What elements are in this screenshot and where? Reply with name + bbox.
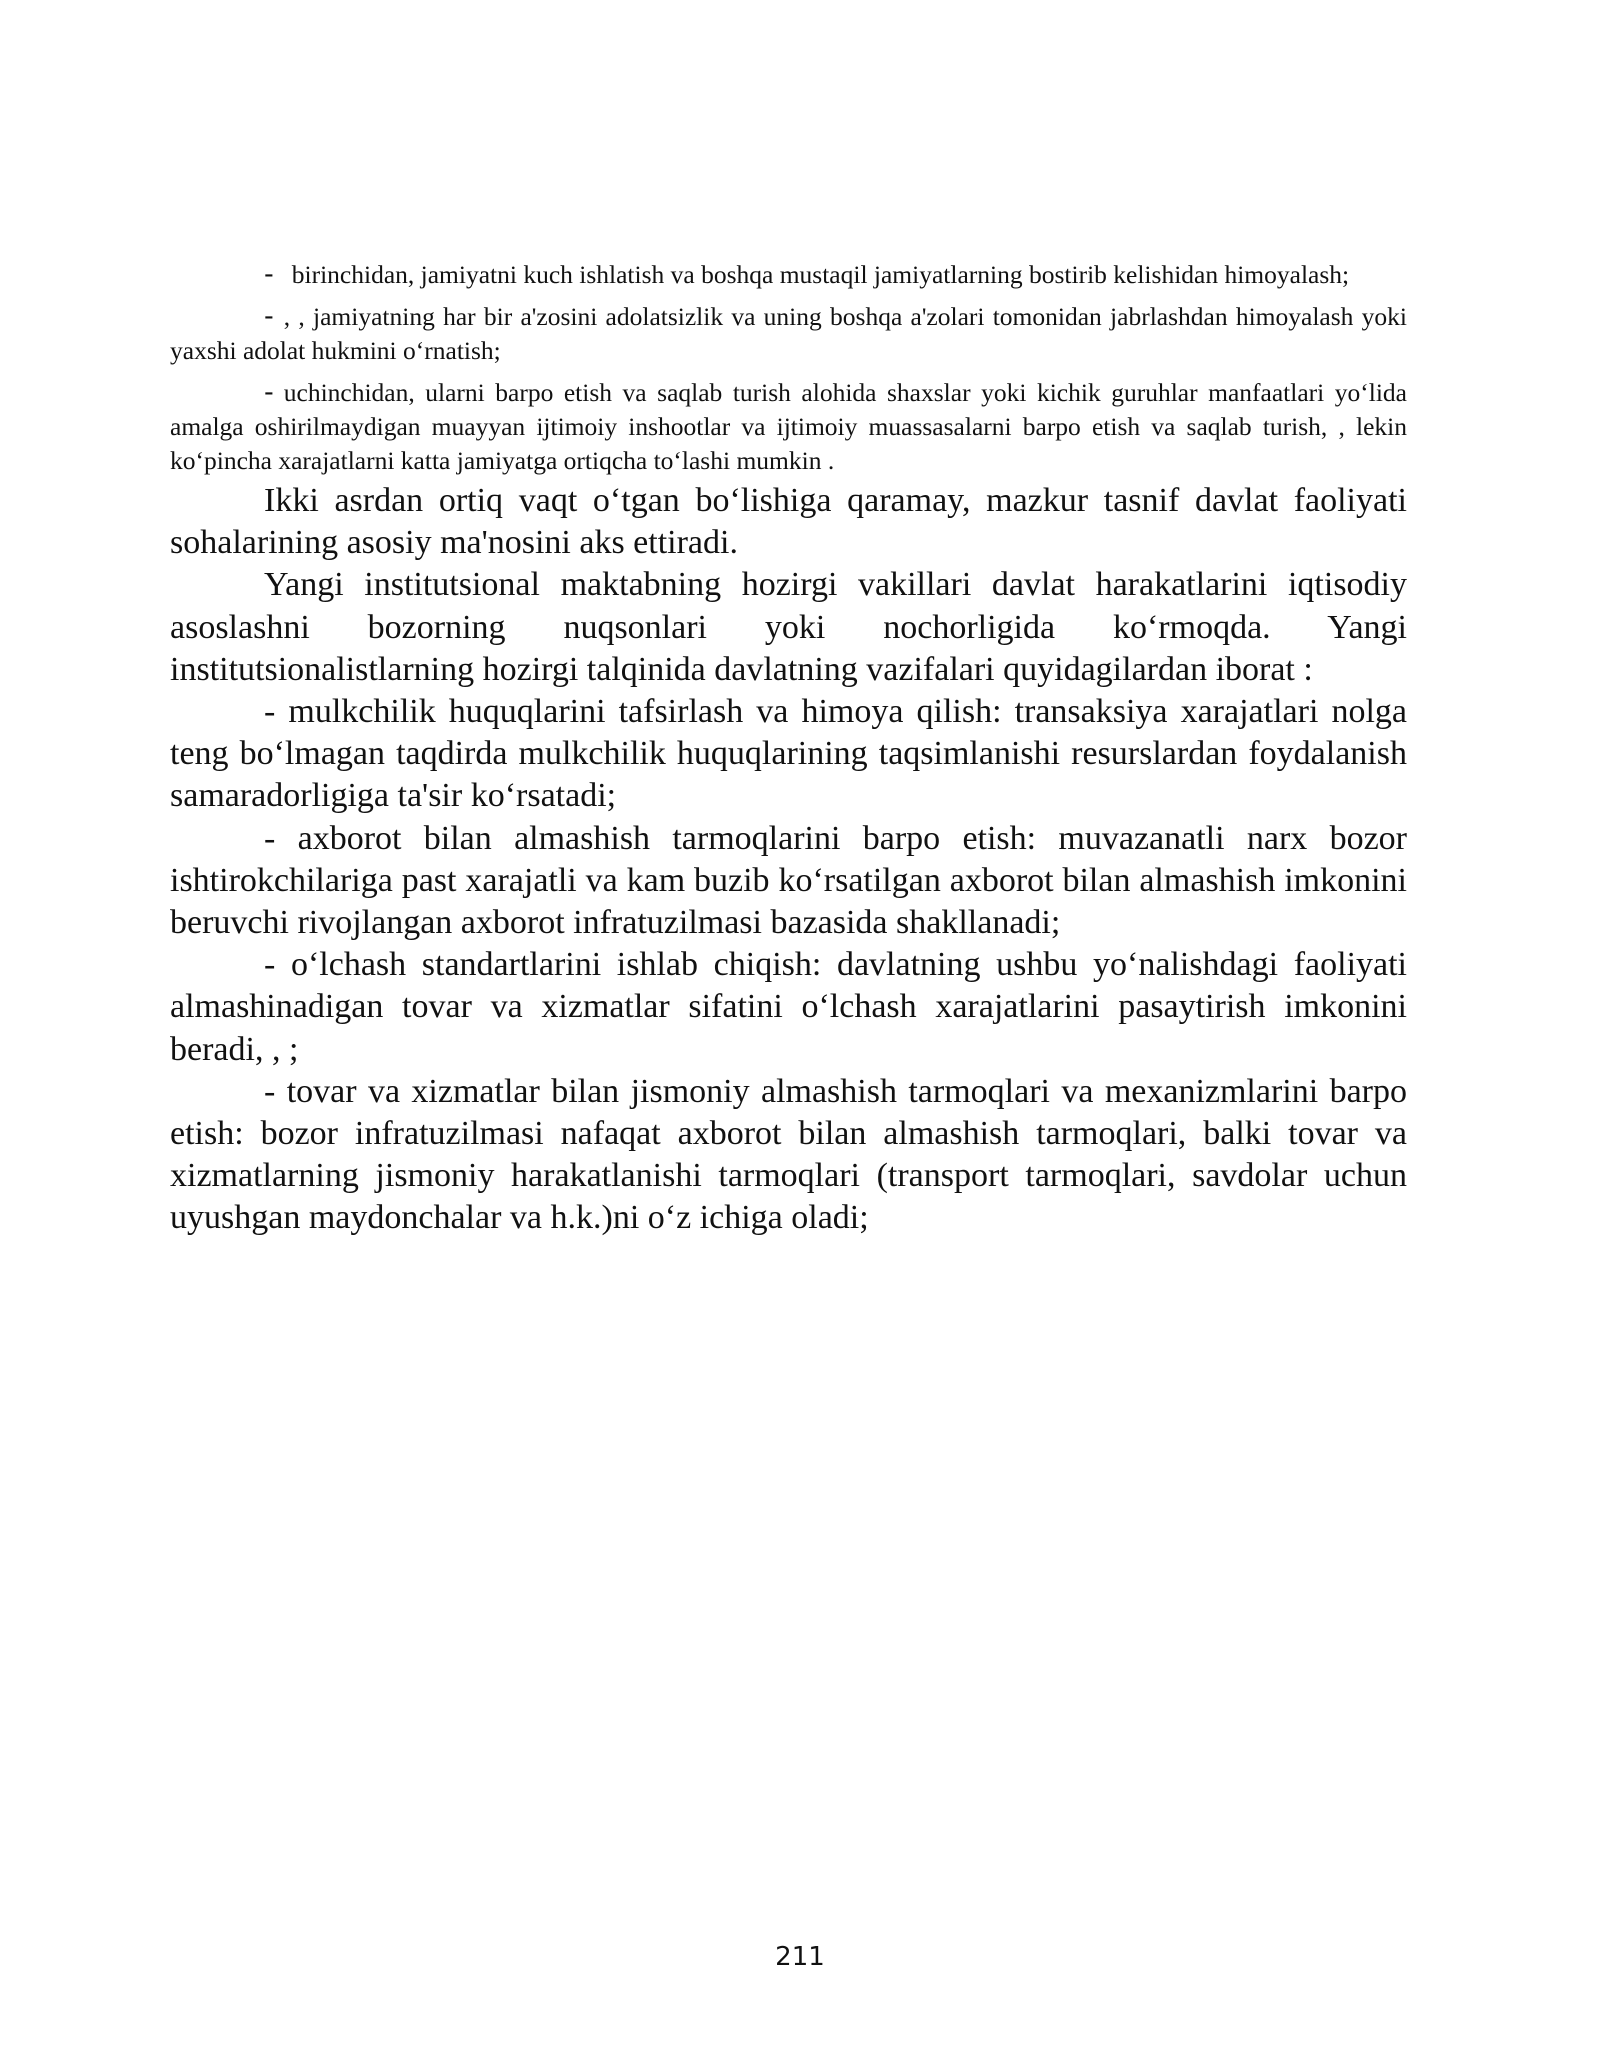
list-item-text: birinchidan, jamiyatni kuch ishlatish va boshqa mustaqil jamiyatlarning bostirib kelishidan himoyalash; bbox=[291, 260, 1350, 289]
list-item-second bbox=[170, 300, 1407, 368]
page-number: 211 bbox=[775, 1942, 825, 1972]
paragraph-physical-exchange-networks: - tovar va xizmatlar bilan jismoniy almashish tarmoqlari va mexanizmlarini barpo etish: bozor infratuzilmasi nafaqat axborot bilan almashish tarmoqlari, balki tovar va xizmatlarning jismoniy harakatlanishi tarmoqlari (transport tarmoqlari, savdolar uchun uyushgan maydonchalar va h.k.)ni o‘z ichiga oladi; bbox=[170, 1072, 1407, 1237]
list-marker: - bbox=[264, 301, 274, 332]
paragraph-property-rights: - mulkchilik huquqlarini tafsirlash va himoya qilish: transaksiya xarajatlari nolga teng bo‘lmagan taqdirda mulkchilik huquqlarining taqsimlanishi resurslardan foydalanish samaradorligiga ta'sir ko‘rsatadi; bbox=[170, 693, 1407, 815]
paragraph-classification-summary: Ikki asrdan ortiq vaqt o‘tgan bo‘lishiga qaramay, mazkur tasnif davlat faoliyati sohalarining asosiy ma'nosini aks ettiradi. bbox=[170, 482, 1407, 562]
list-marker: - bbox=[264, 377, 274, 408]
list-item-text: uchinchidan, ularni barpo etish va saqlab turish alohida shaxslar yoki kichik guruhlar manfaatlari yo‘lida amalga oshirilmaydigan muayyan ijtimoiy inshootlar va ijtimoiy muassasalarni barpo etish va saqlab turish, , lekin ko‘pincha xarajatlarni katta jamiyatga ortiqcha to‘lashi mumkin . bbox=[170, 378, 1407, 475]
list-item-first bbox=[170, 258, 1407, 292]
list-item-third bbox=[170, 376, 1407, 478]
paragraph-new-institutional-school: Yangi institutsional maktabning hozirgi vakillari davlat harakatlarini iqtisodiy asoslashni bozorning nuqsonlari yoki nochorligida ko‘rmoqda. Yangi institutsionalistlarning hozirgi talqinida davlatning vazifalari quyidagilardan iborat : bbox=[170, 566, 1407, 688]
list-item-text: , , jamiyatning har bir a'zosini adolatsizlik va uning boshqa a'zolari tomonidan jabrlashdan himoyalash yoki yaxshi adolat hukmini o‘rnatish; bbox=[170, 302, 1407, 365]
list-marker: - bbox=[264, 259, 274, 290]
page-body bbox=[170, 258, 1407, 1240]
paragraph-information-networks: - axborot bilan almashish tarmoqlarini barpo etish: muvazanatli narx bozor ishtirokchilariga past xarajatli va kam buzib ko‘rsatilgan axborot bilan almashish imkonini beruvchi rivojlangan axborot infratuzilmasi bazasida shakllanadi; bbox=[170, 819, 1407, 942]
paragraph-measurement-standards: - o‘lchash standartlarini ishlab chiqish: davlatning ushbu yo‘nalishdagi faoliyati almashinadigan tovar va xizmatlar sifatini o‘lchash xarajatlarini pasaytirish imkonini beradi, , ; bbox=[170, 946, 1407, 1068]
